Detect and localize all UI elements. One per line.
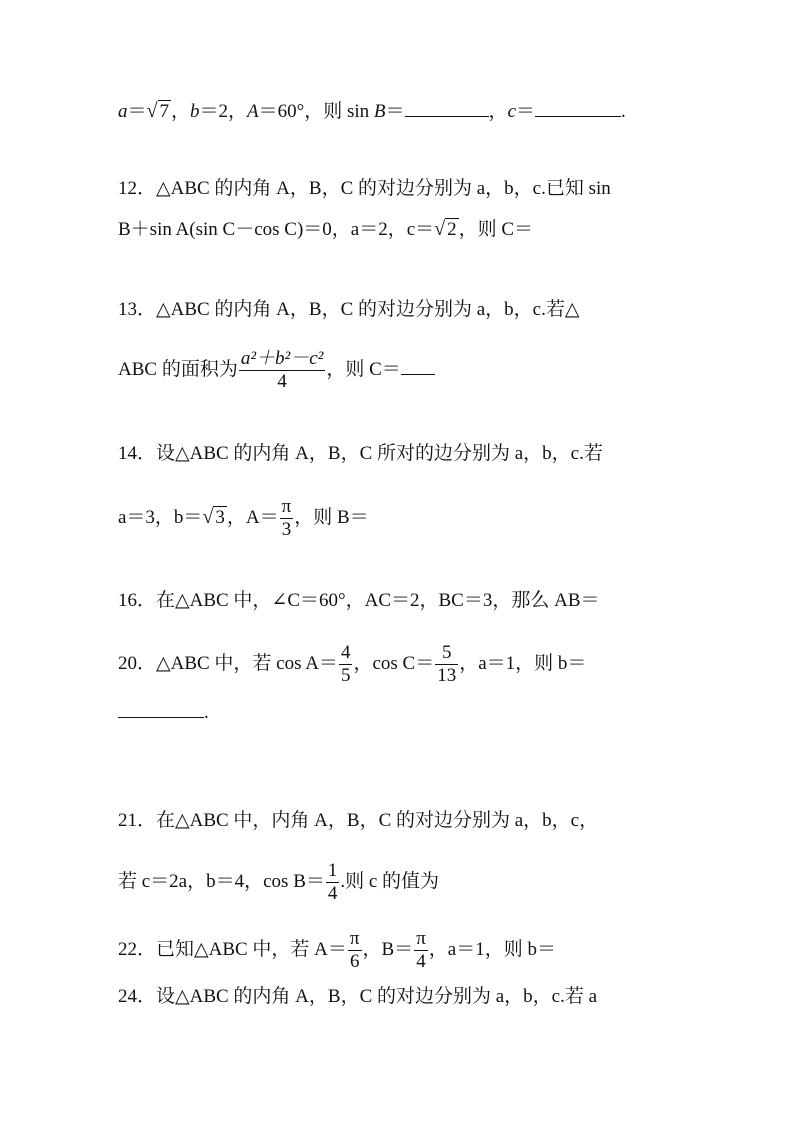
q14-line-2 [118, 496, 676, 541]
sqrt-2: √ 2 [434, 218, 457, 240]
fraction: $\frac{5}{13}$ [437, 642, 457, 686]
q12-line-2 [118, 216, 676, 243]
q24-line: 24．设△ABC 的内角 A，B，C 的对边分别为 a，b，c.若 a [118, 986, 598, 1007]
text: 20．△ABC 中，若 cos A＝ [118, 652, 338, 674]
text: 22．已知△ABC 中，若 A＝ [118, 938, 347, 960]
text: ，a＝1，则 b＝ [428, 938, 556, 960]
q20-line-1 [118, 642, 676, 687]
text: B [373, 101, 386, 122]
text: 若 c＝2a，b＝4，cos B＝ [118, 870, 325, 892]
text: b [190, 101, 200, 122]
text: c [507, 101, 516, 122]
q16-line: 16．在△ABC 中，∠C＝60°，AC＝2，BC＝3，那么 AB＝ [118, 590, 600, 611]
fraction: $\frac{4}{5}$ [340, 642, 351, 686]
text: ，a＝1，则 b＝ [459, 652, 587, 674]
text: ，A＝ [226, 506, 279, 528]
q21-line-2 [118, 860, 676, 905]
q11-line: a＝√ 7 ，b＝2，A＝60°，则 sin B＝ ，c＝ . [118, 98, 676, 125]
text: ABC 的面积为 [118, 358, 238, 380]
q12-line-1: 12．△ABC 的内角 A，B，C 的对边分别为 a，b，c.已知 sin [118, 178, 611, 199]
text: ，则 C＝ [458, 219, 534, 240]
text: ＝ [385, 101, 405, 122]
fraction: $\frac{1}{4}$ [327, 860, 338, 904]
fraction: $\frac{\pi}{4}$ [416, 928, 426, 972]
text: ， [488, 101, 508, 122]
q13-line-1: 13．△ABC 的内角 A，B，C 的对边分别为 a，b，c.若△ [118, 299, 580, 320]
text: A [247, 101, 259, 122]
text: ，cos C＝ [353, 652, 435, 674]
fraction: $\frac{\pi}{6}$ [349, 928, 360, 972]
text: .则 c 的值为 [340, 870, 440, 892]
answer-blank[interactable] [118, 703, 204, 718]
fraction: $\frac{\pi}{3}$ [281, 496, 292, 540]
q21-line-1: 21．在△ABC 中，内角 A，B，C 的对边分别为 a，b，c， [118, 810, 599, 831]
answer-blank[interactable] [405, 102, 489, 117]
text: ，B＝ [362, 938, 414, 960]
fraction: $\frac{\text{a²＋b²－c²}}{4}$ [240, 348, 324, 392]
text: ，则 B＝ [294, 506, 369, 528]
text: a＝3，b＝ [118, 506, 203, 528]
q22-line [118, 928, 676, 973]
q20-line-2 [118, 700, 676, 726]
answer-blank[interactable] [535, 102, 621, 117]
text: ＝2， [199, 101, 248, 122]
answer-blank[interactable] [401, 360, 435, 375]
text: ＝60°，则 sin [258, 101, 374, 122]
text: ，则 C＝ [326, 358, 401, 380]
sqrt-3: √ 3 [202, 505, 225, 528]
text: . [204, 702, 209, 723]
q14-line-1: 14．设△ABC 的内角 A，B，C 所对的边分别为 a，b，c.若 [118, 443, 603, 464]
text: . [621, 101, 626, 122]
text: ＝ [516, 101, 536, 122]
q13-line-2 [118, 348, 676, 393]
text: B＋sin A(sin C－cos C)＝0，a＝2，c＝ [118, 219, 435, 240]
sqrt-7: √ 7 [146, 100, 169, 122]
text: a [118, 101, 128, 122]
